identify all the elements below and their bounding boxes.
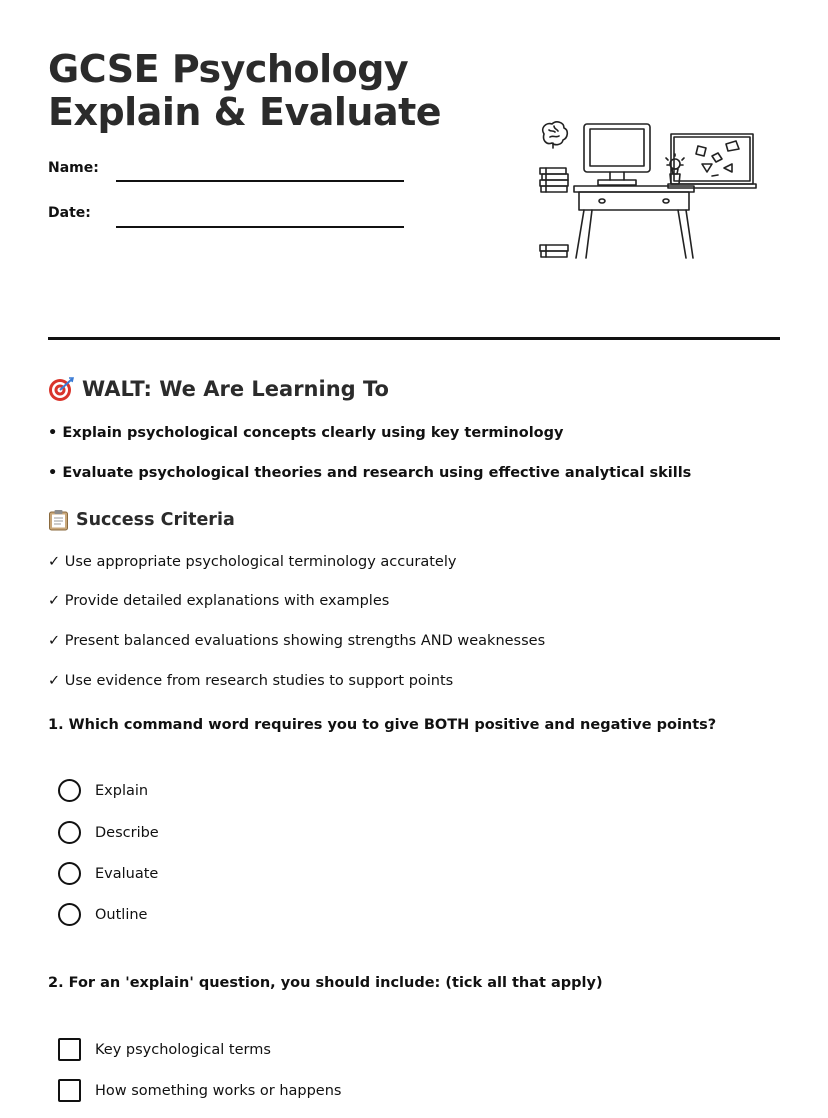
brain-icon	[543, 122, 568, 148]
section-divider	[48, 337, 780, 340]
lamp-icon	[666, 154, 684, 184]
monitor-icon	[584, 124, 650, 185]
question-1-option-explain[interactable]	[58, 779, 148, 802]
radio-button[interactable]	[58, 862, 81, 885]
clipboard-icon	[48, 509, 69, 531]
walt-bullet: • Evaluate psychological theories and research using effective analytical skills	[48, 465, 692, 481]
question-2-option-key-terms[interactable]	[58, 1038, 271, 1061]
page-title	[48, 48, 441, 134]
walt-heading	[48, 376, 389, 402]
books-stack-icon	[540, 168, 568, 192]
question-1-option-describe[interactable]	[58, 821, 159, 844]
success-criteria-heading	[48, 509, 235, 531]
option-label: Outline	[95, 906, 148, 923]
option-label: How something works or happens	[95, 1082, 342, 1099]
name-label: Name:	[48, 160, 99, 176]
whiteboard-icon	[668, 134, 756, 188]
question-1-option-evaluate[interactable]	[58, 862, 158, 885]
success-criteria-heading-text: Success Criteria	[76, 510, 235, 530]
name-line[interactable]	[116, 180, 404, 182]
books-floor-icon	[540, 245, 568, 257]
question-1-option-outline[interactable]	[58, 903, 147, 926]
question-1-text: 1. Which command word requires you to give BOTH positive and negative points?	[48, 717, 717, 733]
target-icon	[48, 376, 74, 402]
title-line-2: Explain & Evaluate	[48, 90, 442, 134]
date-line[interactable]	[116, 226, 404, 228]
desk-workspace-illustration	[536, 118, 760, 264]
success-criterion: ✓ Present balanced evaluations showing strengths AND weaknesses	[48, 633, 546, 649]
question-2-option-how-it-works[interactable]	[58, 1079, 341, 1102]
checkbox[interactable]	[58, 1038, 81, 1061]
radio-button[interactable]	[58, 821, 81, 844]
walt-bullet: • Explain psychological concepts clearly using key terminology	[48, 425, 564, 441]
option-label: Describe	[95, 824, 159, 841]
radio-button[interactable]	[58, 779, 81, 802]
success-criterion: ✓ Use evidence from research studies to support points	[48, 673, 454, 689]
success-criterion: ✓ Use appropriate psychological terminology accurately	[48, 554, 457, 570]
option-label: Evaluate	[95, 865, 159, 882]
radio-button[interactable]	[58, 903, 81, 926]
success-criterion: ✓ Provide detailed explanations with examples	[48, 593, 390, 609]
title-line-1: GCSE Psychology	[48, 47, 409, 91]
option-label: Key psychological terms	[95, 1041, 271, 1058]
walt-heading-text: WALT: We Are Learning To	[82, 377, 389, 401]
question-2-text: 2. For an 'explain' question, you should include: (tick all that apply)	[48, 975, 603, 991]
date-label: Date:	[48, 205, 91, 221]
desk-icon	[574, 186, 694, 258]
option-label: Explain	[95, 782, 149, 799]
checkbox[interactable]	[58, 1079, 81, 1102]
